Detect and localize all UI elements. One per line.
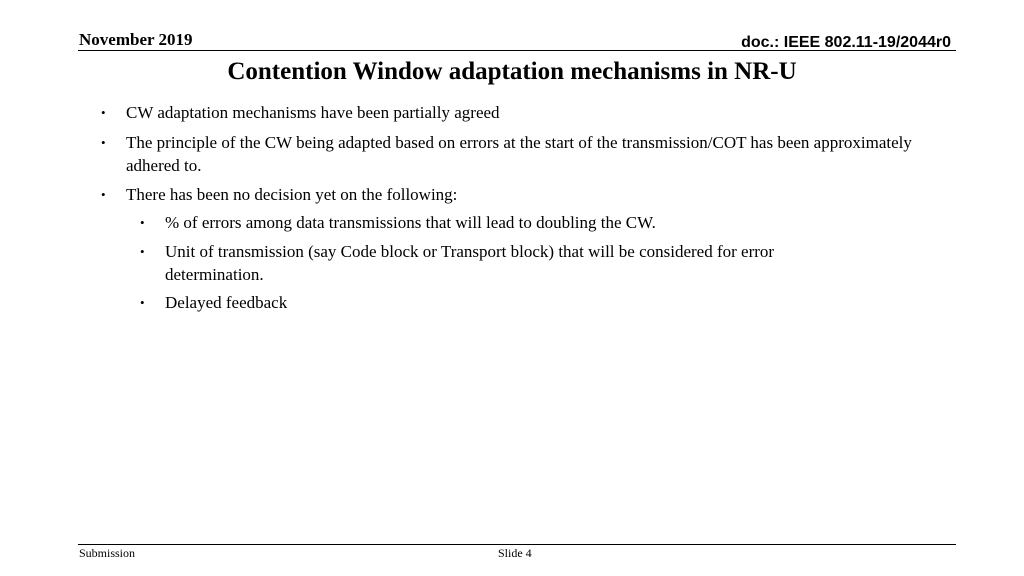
bullet-icon: • [140, 244, 145, 259]
bullet-icon: • [140, 215, 145, 230]
bullet-text: Unit of transmission (say Code block or Transport block) that will be considered for error determination. [165, 242, 775, 284]
sub-bullet-item [0, 240, 1024, 286]
bullet-item [0, 183, 1024, 206]
bullet-item [0, 101, 1024, 124]
bullet-item [0, 131, 1024, 177]
bullet-text: CW adaptation mechanisms have been partially agreed [126, 103, 500, 122]
bullet-icon: • [101, 105, 106, 120]
bullet-text: There has been no decision yet on the following: [126, 185, 458, 204]
bullet-icon: • [140, 295, 145, 310]
bullet-text: Delayed feedback [165, 293, 288, 312]
sub-bullet-item [0, 211, 1024, 234]
bullet-text: % of errors among data transmissions that will lead to doubling the CW. [165, 213, 656, 232]
header-doc-id: doc.: IEEE 802.11-19/2044r0 [741, 34, 951, 51]
footer-slide-number: Slide 4 [498, 546, 532, 560]
bullet-icon: • [101, 187, 106, 202]
bullet-icon: • [101, 135, 106, 150]
footer-divider [78, 544, 956, 545]
header-divider [78, 50, 956, 51]
sub-bullet-item [0, 291, 1024, 314]
footer-submission: Submission [79, 546, 136, 560]
header-date: November 2019 [79, 30, 193, 49]
slide-title: Contention Window adaptation mechanisms in NR-U [227, 58, 797, 85]
bullet-text: The principle of the CW being adapted based on errors at the start of the transmission/COT has been approximately adhered to. [126, 133, 912, 175]
